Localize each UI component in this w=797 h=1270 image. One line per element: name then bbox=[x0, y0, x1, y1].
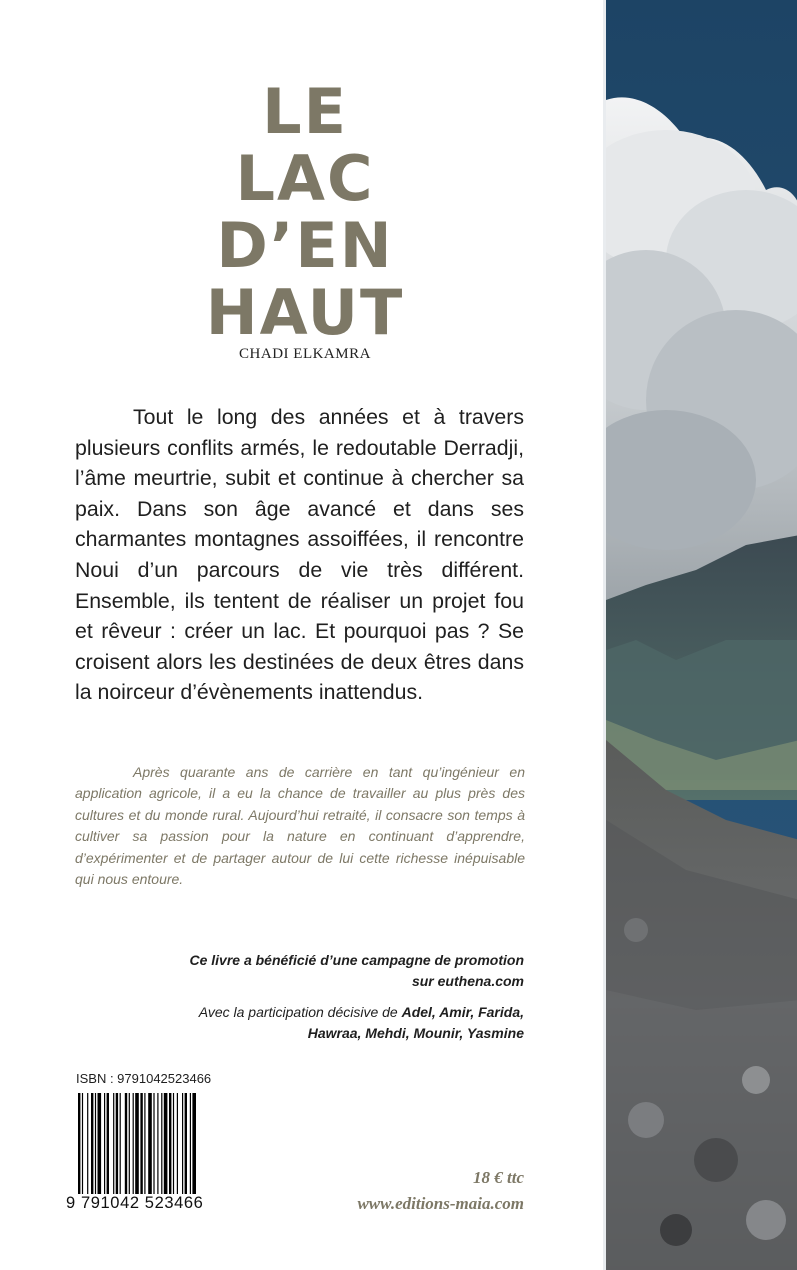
participation-credits bbox=[150, 1002, 524, 1043]
participation-prefix: Avec la participation décisive de bbox=[198, 1004, 398, 1020]
promotion-line: sur euthena.com bbox=[411, 972, 524, 989]
title-line: LAC bbox=[235, 142, 375, 215]
barcode-icon bbox=[70, 1093, 230, 1209]
participants-names: Adel, Amir, Farida, bbox=[401, 1004, 524, 1020]
promotion-notice bbox=[150, 950, 524, 991]
promotion-line: Ce livre a bénéficié d’une campagne de promotion bbox=[189, 952, 524, 968]
book-summary: Tout le long des années et à travers plusieurs conflits armés, le redoutable Derradji, l’âme meurtrie, subit et continue à chercher sa paix. Dans son âge avancé et dans ses charmantes montagnes assoiffées, il rencontre Noui d’un parcours de vie très différent. Ensemble, ils tentent de réaliser un projet fou et rêveur : créer un lac. Et pourquoi pas ? Se croisent alors les destinées de deux êtres dans la noirceur d’évènements inattendus. bbox=[75, 405, 524, 705]
mountain-landscape-photo bbox=[603, 0, 797, 1270]
isbn-label: ISBN : 9791042523466 bbox=[76, 1071, 212, 1086]
title-line: D’EN bbox=[216, 209, 394, 282]
author-name: CHADI ELKAMRA bbox=[239, 346, 371, 362]
book-title bbox=[160, 75, 450, 349]
publisher-website: www.editions-maia.com bbox=[357, 1194, 524, 1213]
price: 18 € ttc bbox=[473, 1168, 524, 1187]
barcode-digits: 9 791042 523466 bbox=[66, 1194, 236, 1213]
author-bio: Après quarante ans de carrière en tant qu’ingénieur en application agricole, il a eu la chance de travailler au plus près des cultures et du monde rural. Aujourd’hui retraité, il consacre son temps à cultiver sa passion pour la nature en continuant d’apprendre, d’expérimenter et de partager autour de lui cette richesse inépuisable qui nous entoure. bbox=[75, 764, 525, 888]
title-line: LE bbox=[262, 75, 348, 148]
participants-names: Hawraa, Mehdi, Mounir, Yasmine bbox=[307, 1024, 524, 1041]
title-line: HAUT bbox=[205, 276, 405, 349]
